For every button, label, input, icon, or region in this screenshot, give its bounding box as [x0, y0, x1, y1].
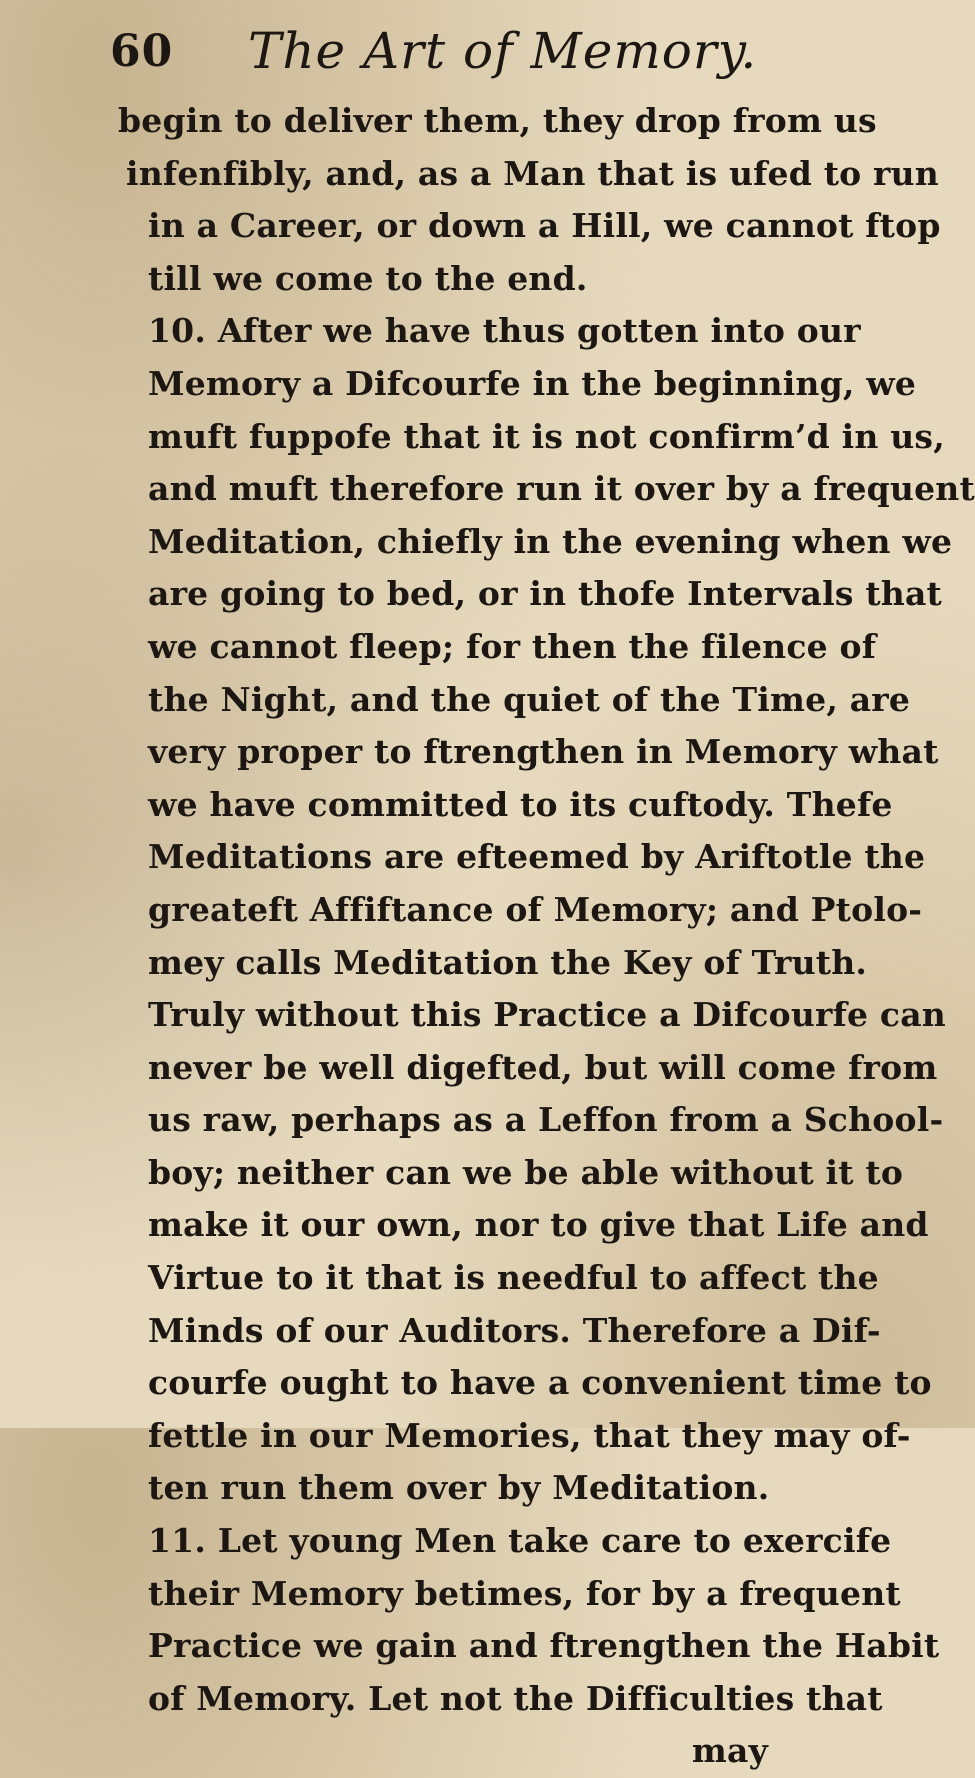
text-line: very proper to ftrengthen in Memory what — [148, 732, 939, 772]
text-line: Minds of our Auditors. Therefore a Dif- — [148, 1310, 881, 1350]
text-line: we cannot fleep; for then the filence of — [148, 626, 877, 666]
text-line: greateft Affiftance of Memory; and Ptolo- — [148, 889, 923, 929]
text-line: boy; neither can we be able without it to — [148, 1152, 904, 1192]
text-line: we have committed to its cuftody. Thefe — [148, 784, 893, 824]
text-line: infenfibly, and, as a Man that is ufed to run — [126, 153, 940, 193]
body-text — [118, 95, 975, 1778]
text-line: the Night, and the quiet of the Time, are — [148, 679, 911, 719]
running-title: The Art of Memory. — [248, 22, 758, 80]
paragraph-start-line: 10. After we have thus gotten into our — [148, 311, 861, 351]
paragraph-start-line: 11. Let young Men take care to exercife — [148, 1521, 892, 1561]
text-line: begin to deliver them, they drop from us — [118, 101, 877, 140]
text-line: ten run them over by Meditation. — [148, 1468, 770, 1508]
text-line: Meditations are efteemed by Ariftotle the — [148, 837, 926, 877]
text-line: their Memory betimes, for by a frequent — [148, 1573, 901, 1613]
text-line: Meditation, chiefly in the evening when we — [148, 521, 953, 561]
text-line: courfe ought to have a convenient time to — [148, 1363, 932, 1403]
text-line: mey calls Meditation the Key of Truth. — [148, 942, 868, 982]
text-line: us raw, perhaps as a Leffon from a School- — [148, 1100, 944, 1140]
text-line: Practice we gain and ftrengthen the Habit — [148, 1626, 940, 1666]
catchword: may — [691, 1731, 768, 1771]
text-line: are going to bed, or in thofe Intervals that — [148, 574, 943, 614]
text-line: Virtue to it that is needful to affect the — [148, 1258, 879, 1298]
text-line: never be well digefted, but will come from — [148, 1047, 938, 1087]
text-line: make it our own, nor to give that Life and — [148, 1205, 929, 1245]
text-line: till we come to the end. — [148, 258, 588, 298]
text-line: and muft therefore run it over by a frequent — [148, 469, 975, 509]
text-line: in a Career, or down a Hill, we cannot ftop — [148, 206, 941, 246]
text-line: Memory a Difcourfe in the beginning, we — [148, 363, 917, 403]
page-header — [110, 12, 770, 92]
text-line: muft fuppofe that it is not confirm’d in us, — [148, 416, 945, 456]
text-line: of Memory. Let not the Difficulties that — [148, 1678, 883, 1718]
page-number: 60 — [110, 26, 174, 77]
text-line: Truly without this Practice a Difcourfe can — [148, 995, 946, 1035]
text-line: fettle in our Memories, that they may of- — [148, 1415, 911, 1455]
